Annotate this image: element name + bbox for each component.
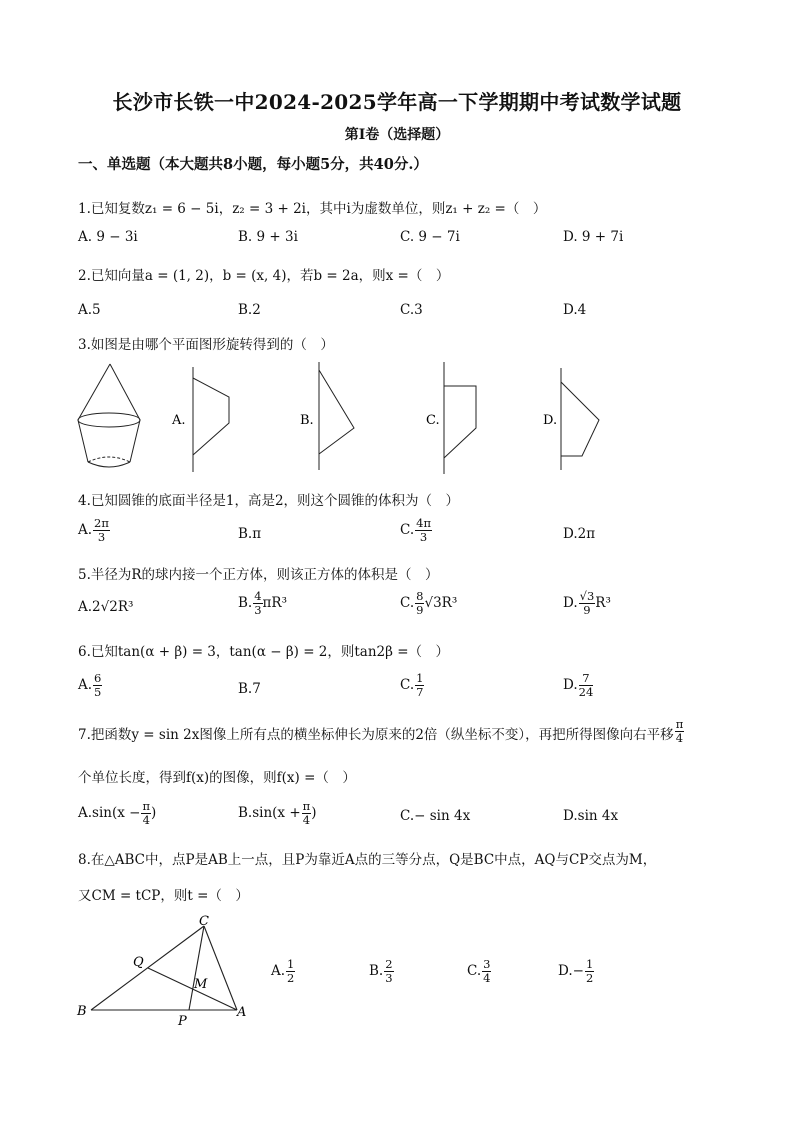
q4-option-b: B.π	[238, 526, 262, 542]
question-8-cont: 又CM = tCP，则t =（ ）	[78, 888, 249, 904]
q6-option-a: A. $\frac{6}{5}$	[78, 671, 102, 699]
section-heading: 一、单选题（本大题共8小题，每小题5分，共40分.）	[78, 156, 428, 173]
question-1: 1.已知复数z₁ = 6 − 5i，z₂ = 3 + 2i，其中i为虚数单位，则z₁ + z₂ =（ ）	[78, 201, 547, 217]
question-2: 2.已知向量a = (1, 2)，b = (x, 4)，若b = 2a，则x =（ ）	[78, 268, 450, 284]
part-title: 第Ⅰ卷（选择题）	[344, 127, 450, 143]
q4-option-a: A. $\frac{2\pi}{3}$	[78, 516, 109, 544]
point-c-label: C	[199, 914, 209, 929]
q7-option-a: A.sin(x − $\frac{\pi}{4}$ )	[78, 799, 157, 827]
q3-label-d: D.	[543, 413, 558, 428]
q5-option-b: B. $\frac{4}{3}$ πR³	[238, 589, 287, 617]
question-5: 5.半径为R的球内接一个正方体，则该正方体的体积是（ ）	[78, 567, 439, 583]
point-m-label: M	[194, 977, 208, 992]
q8-option-a: A. $\frac{1}{2}$	[271, 957, 295, 985]
q8-option-b: B. $\frac{2}{3}$	[369, 957, 393, 985]
point-p-label: P	[178, 1014, 187, 1029]
q5-option-c: C. $\frac{8}{9}$ √3R³	[400, 589, 458, 617]
q2-option-d: D.4	[563, 302, 587, 318]
q4-option-c: C. $\frac{4\pi}{3}$	[400, 516, 432, 544]
point-b-label: B	[77, 1004, 87, 1019]
q3-label-a: A.	[172, 413, 186, 428]
q3-label-c: C.	[426, 413, 440, 428]
point-a-label: A	[237, 1005, 247, 1020]
q7-option-b: B.sin(x + $\frac{\pi}{4}$ )	[238, 799, 317, 827]
question-7-cont: 个单位长度，得到f(x)的图像，则f(x) =（ ）	[78, 770, 356, 786]
question-3: 3.如图是由哪个平面图形旋转得到的（ ）	[78, 337, 334, 353]
q8-option-c: C. $\frac{3}{4}$	[467, 957, 491, 985]
question-7: 7.把函数y = sin 2x图像上所有点的横坐标伸长为原来的2倍（纵坐标不变），再把所得图像向右平移 $\frac{\pi}{4}$	[78, 717, 684, 745]
q2-option-b: B.2	[238, 302, 261, 318]
q7-option-c: C.− sin 4x	[400, 808, 471, 824]
q4-option-d: D.2π	[563, 526, 596, 542]
point-q-label: Q	[133, 955, 144, 970]
q1-option-d: D. 9 + 7i	[563, 229, 624, 245]
q6-option-d: D. $\frac{7}{24}$	[563, 671, 594, 699]
q8-option-d: D.− $\frac{1}{2}$	[558, 957, 594, 985]
q5-option-d: D. $\frac{√3}{9}$ R³	[563, 589, 611, 617]
question-6: 6.已知tan(α + β) = 3，tan(α − β) = 2，则tan2β =（ ）	[78, 644, 450, 660]
q5-option-a: A.2√2R³	[78, 599, 134, 615]
q1-option-a: A. 9 − 3i	[78, 229, 138, 245]
q6-option-c: C. $\frac{1}{7}$	[400, 671, 424, 699]
segment-bc	[91, 926, 204, 1010]
q2-option-c: C.3	[400, 302, 423, 318]
q1-option-b: B. 9 + 3i	[238, 229, 298, 245]
segment-ac	[204, 926, 237, 1010]
question-8: 8.在△ABC中，点P是AB上一点，且P为靠近A点的三等分点，Q是BC中点，AQ与CP交点为M，	[78, 852, 657, 868]
segment-cp	[189, 926, 204, 1010]
question-4: 4.已知圆锥的底面半径是1，高是2，则这个圆锥的体积为（ ）	[78, 493, 460, 509]
q6-option-b: B.7	[238, 681, 261, 697]
q7-option-d: D.sin 4x	[563, 808, 619, 824]
q1-option-c: C. 9 − 7i	[400, 229, 460, 245]
q2-option-a: A.5	[78, 302, 101, 318]
exam-title: 长沙市长铁一中2024-2025学年高一下学期期中考试数学试题	[112, 90, 682, 114]
q3-label-b: B.	[300, 413, 314, 428]
